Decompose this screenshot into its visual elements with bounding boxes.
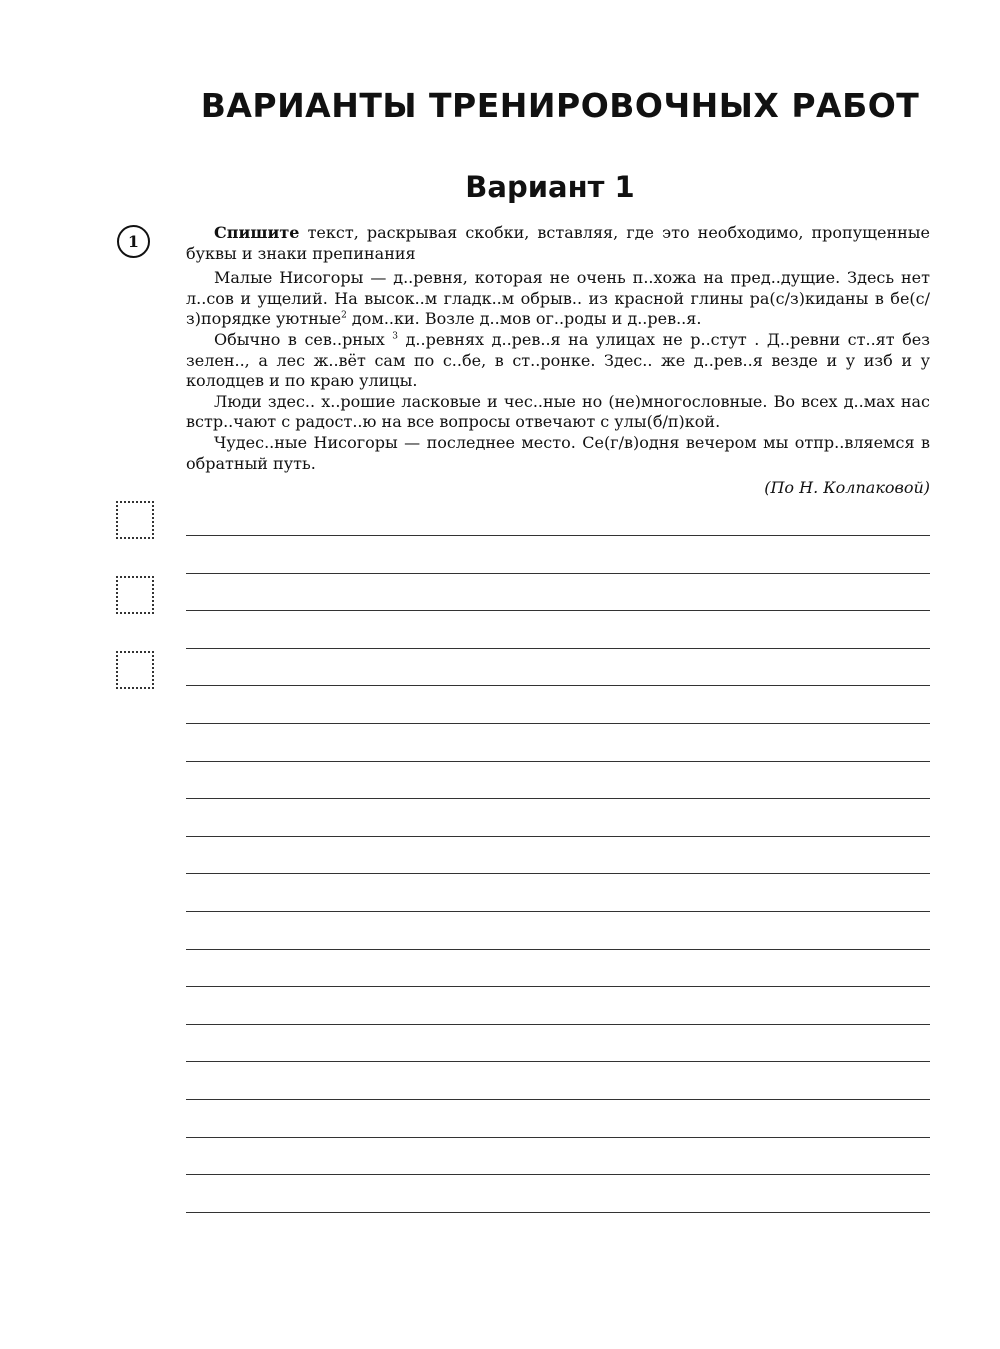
answer-line xyxy=(186,836,930,837)
answer-line xyxy=(186,1099,930,1100)
answer-line xyxy=(186,911,930,912)
answer-line xyxy=(186,723,930,724)
answer-line xyxy=(186,535,930,536)
task-instruction xyxy=(186,223,930,264)
task-text-block xyxy=(186,223,930,499)
check-box-3[interactable] xyxy=(116,651,154,689)
answer-line xyxy=(186,873,930,874)
paragraph-1-text-b: дом..ки. Возле д..мов ог..роды и д..рев..я. xyxy=(346,309,702,329)
answer-line xyxy=(186,1137,930,1138)
answer-line xyxy=(186,685,930,686)
text-source: (По Н. Колпаковой) xyxy=(764,478,930,498)
answer-line xyxy=(186,949,930,950)
answer-line xyxy=(186,798,930,799)
answer-line xyxy=(186,1061,930,1062)
answer-lines-area[interactable] xyxy=(186,535,930,1215)
task-number-badge: 1 xyxy=(117,225,150,258)
text-paragraph-4: Чудес..ные Нисогоры — последнее место. Се(г/в)одня вечером мы отпр..вляемся в обратный путь. xyxy=(186,432,930,473)
footnote-marker-2: 2 xyxy=(341,311,347,322)
text-paragraph-1 xyxy=(186,268,930,330)
footnote-marker-3: 3 xyxy=(392,331,399,342)
answer-line xyxy=(186,986,930,987)
instruction-text: текст, раскрывая скобки, вставляя, где это необходимо, пропущенные буквы и знаки препинания xyxy=(186,223,930,263)
answer-line xyxy=(186,1024,930,1025)
check-box-2[interactable] xyxy=(116,576,154,614)
answer-line xyxy=(186,761,930,762)
answer-line xyxy=(186,573,930,574)
instruction-keyword: Спишите xyxy=(214,223,300,242)
answer-line xyxy=(186,1174,930,1175)
answer-line xyxy=(186,610,930,611)
answer-line xyxy=(186,1212,930,1213)
variant-title: Вариант 1 xyxy=(465,170,635,204)
check-box-1[interactable] xyxy=(116,501,154,539)
paragraph-2-text-a: Обычно в сев..рных xyxy=(214,329,393,349)
paragraph-2-text-b: д..ревнях д..рев..я на улицах не р..стут . Д..ревни ст..ят без зелен.., а лес ж..вёт сам по с..бе, в ст..ронке. Здес.. же д..рев..я везде и у изб и у колодцев и по краю улицы. xyxy=(186,329,930,391)
text-paragraph-3: Люди здес.. х..рошие ласковые и чес..ные но (не)многословные. Во всех д..мах нас встр..чают с радост..ю на все вопросы отвечают с улы(б/п)кой. xyxy=(186,391,930,432)
answer-line xyxy=(186,648,930,649)
page-heading: ВАРИАНТЫ ТРЕНИРОВОЧНЫХ РАБОТ xyxy=(200,86,920,125)
paragraph-1-text-a: Малые Нисогоры — д..ревня, которая не очень п..хожа на пред..дущие. Здесь нет л..сов и ущелий. На высок..м гладк..м обрыв.. из красной глины ра(с/з)киданы в бе(с/з)порядке уютные xyxy=(186,268,930,329)
text-paragraph-2 xyxy=(186,330,930,392)
